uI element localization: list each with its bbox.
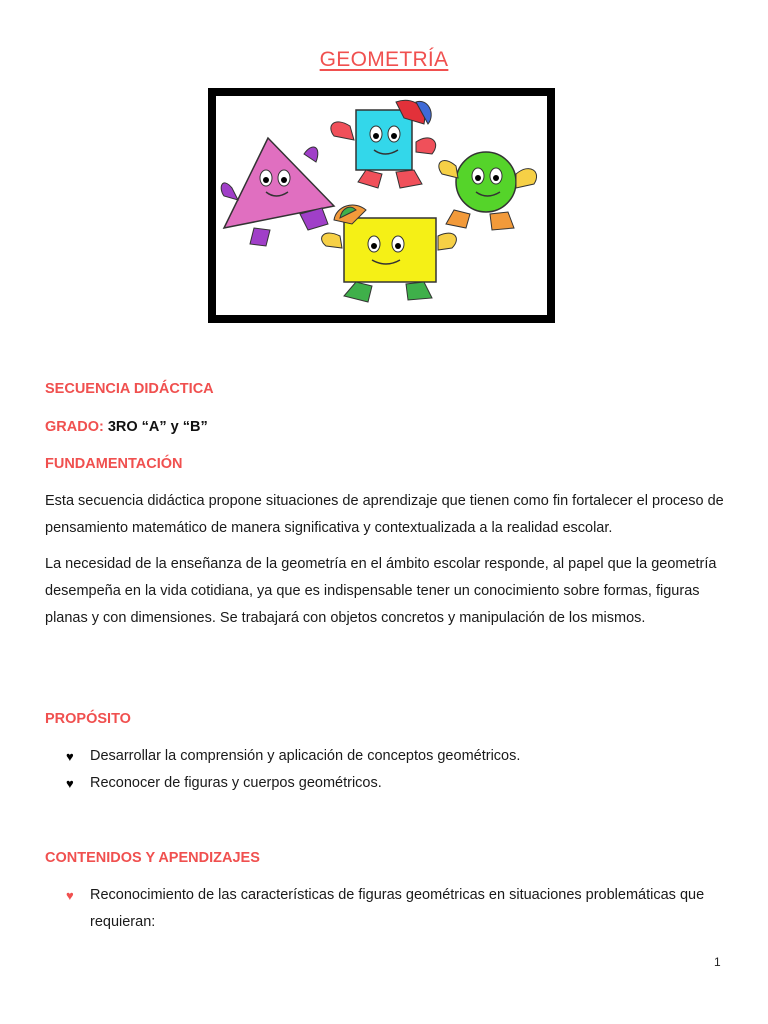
list-item-text: Desarrollar la comprensión y aplicación de conceptos geométricos. [90,748,521,764]
heart-icon: ♥ [66,749,74,764]
list-item [66,743,726,770]
paragraph-necesidad: La necesidad de la enseñanza de la geometría en el ámbito escolar responde, al papel que la geometría desempeña en la vida cotidiana, ya que es indispensable tener un conocimiento sobre formas, figuras planas y con dimensiones. Se trabajará con objetos concretos y manipulación de los mismos. [45,556,717,626]
geometry-shapes-illustration [208,88,555,323]
circle-character [439,152,537,230]
rectangle-character [322,205,457,302]
list-item-text: Reconocimiento de las características de figuras geométricas en situaciones problemáticas que requieran: [90,887,705,930]
contenidos-list [66,882,726,936]
proposito-list [66,743,726,797]
paragraph-intro: Esta secuencia didáctica propone situaciones de aprendizaje que tienen como fin fortalecer el proceso de pensamiento matemático de manera significativa y contextualizada a la realidad escolar. [45,493,724,536]
heart-icon: ♥ [66,888,74,903]
section-heading-contenidos: CONTENIDOS Y APENDIZAJES [45,850,260,866]
section-heading-secuencia: SECUENCIA DIDÁCTICA [45,381,214,397]
square-character [331,100,436,188]
triangle-character [221,138,334,246]
heart-icon: ♥ [66,776,74,791]
list-item-text: Reconocer de figuras y cuerpos geométricos. [90,775,382,791]
section-heading-proposito: PROPÓSITO [45,711,131,727]
grado-value: 3RO “A” y “B” [107,419,208,435]
list-item [66,770,726,797]
page-title: GEOMETRÍA [319,48,449,71]
page-number: 1 [714,955,721,969]
list-item [66,882,726,936]
shapes-cartoon-image [216,96,547,315]
grado-line [45,419,208,435]
grado-label: GRADO: [45,419,104,435]
section-heading-fundamentacion: FUNDAMENTACIÓN [45,456,183,472]
